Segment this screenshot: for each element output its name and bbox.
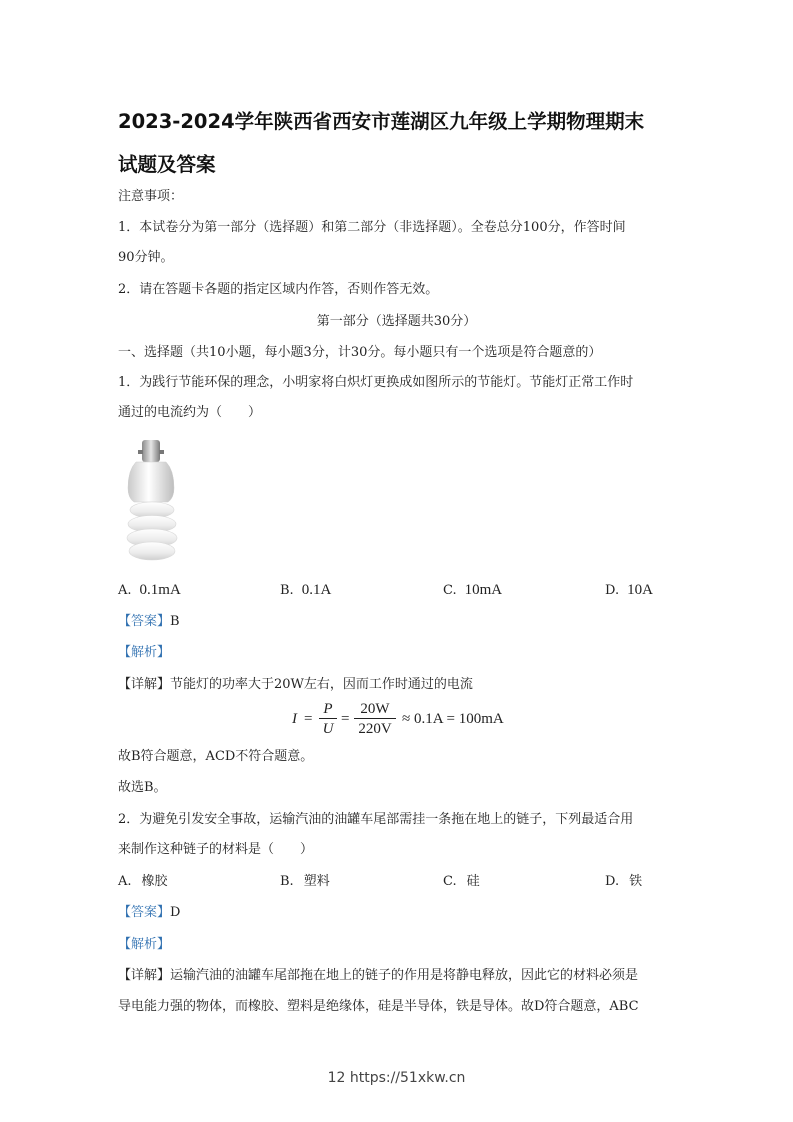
option-text: 10A bbox=[627, 582, 653, 598]
option-letter: C. bbox=[443, 583, 457, 598]
q2-stem-line-1: 2．为避免引发安全事故，运输汽油的油罐车尾部需挂一条拖在地上的链子，下列最适合用 bbox=[118, 812, 634, 827]
option-letter: C. bbox=[443, 874, 457, 889]
q1-conclusion: 故B符合题意，ACD不符合题意。 bbox=[118, 749, 314, 764]
option-letter: A. bbox=[118, 874, 132, 889]
energy-saving-bulb-image bbox=[122, 440, 186, 568]
fraction-denominator: U bbox=[322, 721, 334, 737]
option-text: 10mA bbox=[464, 582, 503, 598]
q2-analysis-tag: 【解析】 bbox=[118, 937, 171, 952]
q2-option-c bbox=[443, 872, 480, 892]
option-text: 铁 bbox=[629, 874, 643, 889]
notice-heading: 注意事项： bbox=[118, 189, 184, 204]
q1-stem-line-2: 通过的电流约为（ ） bbox=[118, 405, 262, 420]
option-text: 塑料 bbox=[303, 874, 330, 889]
fraction-denominator: 220V bbox=[358, 721, 392, 737]
answer-tag: 【答案】 bbox=[118, 905, 171, 920]
page-footer: 12 https://51xkw.cn bbox=[327, 1070, 466, 1086]
option-text: 硅 bbox=[466, 874, 480, 889]
notice-item-2: 2．请在答题卡各题的指定区域内作答，否则作答无效。 bbox=[118, 282, 439, 297]
part-1-heading: 第一部分（选择题共30分） bbox=[316, 314, 477, 329]
fraction-numerator: P bbox=[319, 700, 337, 719]
q2-stem-line-2: 来制作这种链子的材料是（ ） bbox=[118, 842, 314, 857]
option-text: 0.1A bbox=[301, 582, 332, 598]
q1-current-formula bbox=[292, 700, 552, 742]
notice-item-1-line-1: 1．本试卷分为第一部分（选择题）和第二部分（非选择题）。全卷总分100分，作答时间 bbox=[118, 220, 626, 235]
notice-item-1-line-2: 90分钟。 bbox=[118, 250, 174, 265]
detail-text: 运输汽油的油罐车尾部拖在地上的链子的作用是将静电释放，因此它的材料必须是 bbox=[170, 968, 639, 983]
option-text: 0.1mA bbox=[139, 582, 181, 598]
formula-lhs: I bbox=[292, 711, 297, 727]
q2-option-d bbox=[605, 872, 642, 892]
detail-text: 节能灯的功率大于20W左右，因而工作时通过的电流 bbox=[170, 677, 473, 692]
answer-value: D bbox=[170, 905, 181, 920]
q2-answer bbox=[118, 903, 180, 923]
formula-eq-1: = bbox=[304, 711, 313, 727]
answer-value: B bbox=[170, 614, 180, 629]
formula-fraction-values bbox=[354, 700, 396, 739]
q2-option-a bbox=[118, 872, 168, 892]
q1-choice: 故选B。 bbox=[118, 780, 167, 795]
q1-answer bbox=[118, 612, 180, 632]
option-letter: A. bbox=[118, 583, 132, 598]
option-letter: B. bbox=[280, 874, 294, 889]
option-letter: B. bbox=[280, 583, 294, 598]
q1-option-d bbox=[605, 580, 653, 601]
q2-detail-line-2: 导电能力强的物体，而橡胶、塑料是绝缘体，硅是半导体，铁是导体。故D符合题意，ABC bbox=[118, 999, 639, 1014]
page-title bbox=[118, 100, 688, 186]
q1-option-a bbox=[118, 580, 181, 601]
title-line-1: 2023-2024学年陕西省西安市莲湖区九年级上学期物理期末 bbox=[118, 110, 645, 133]
q2-option-b bbox=[280, 872, 330, 892]
option-letter: D. bbox=[605, 583, 620, 598]
title-line-2: 试题及答案 bbox=[118, 153, 216, 176]
formula-eq-2: = bbox=[341, 711, 350, 727]
fraction-numerator: 20W bbox=[354, 700, 396, 719]
section-1-heading: 一、选择题（共10小题，每小题3分，计30分。每小题只有一个选项是符合题意的） bbox=[118, 345, 602, 360]
option-letter: D. bbox=[605, 874, 620, 889]
detail-tag: 【详解】 bbox=[118, 968, 171, 983]
answer-tag: 【答案】 bbox=[118, 614, 171, 629]
q2-detail-line-1 bbox=[118, 966, 638, 986]
q1-analysis-tag: 【解析】 bbox=[118, 645, 171, 660]
q1-stem-line-1: 1．为践行节能环保的理念，小明家将白炽灯更换成如图所示的节能灯。节能灯正常工作时 bbox=[118, 375, 634, 390]
q1-detail bbox=[118, 675, 473, 695]
q1-option-b bbox=[280, 580, 331, 601]
formula-rhs: ≈ 0.1A = 100mA bbox=[402, 711, 504, 727]
formula-fraction-p-over-u bbox=[319, 700, 337, 739]
option-text: 橡胶 bbox=[141, 874, 168, 889]
q1-option-c bbox=[443, 580, 502, 601]
detail-tag: 【详解】 bbox=[118, 677, 171, 692]
